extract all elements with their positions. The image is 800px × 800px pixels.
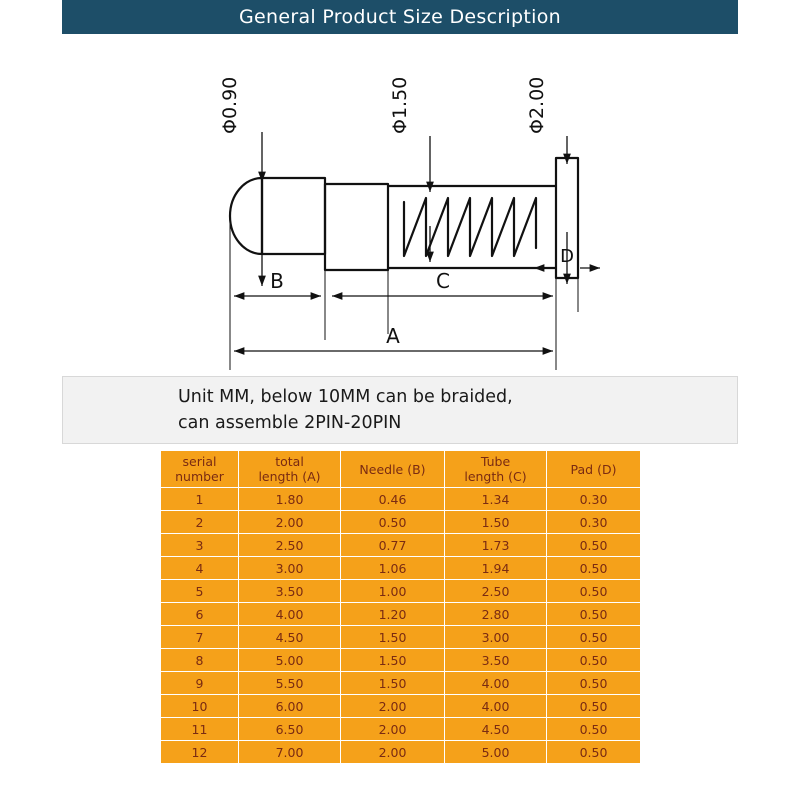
header-line-1: Needle (B)	[359, 461, 426, 477]
cell-needle: 1.06	[341, 557, 445, 580]
dimension-b	[234, 269, 321, 296]
header-line-2: length (A)	[258, 469, 321, 484]
cell-total-length: 2.00	[239, 511, 341, 534]
cell-pad: 0.50	[547, 580, 641, 603]
column-header-needle	[341, 451, 445, 488]
cell-pad: 0.50	[547, 603, 641, 626]
column-header-tube-length	[445, 451, 547, 488]
cell-total-length: 4.50	[239, 626, 341, 649]
note-box	[62, 376, 738, 444]
cell-tube-length: 1.73	[445, 534, 547, 557]
spring-diameter-label: Φ1.50	[389, 76, 411, 134]
cell-serial-number: 9	[161, 672, 239, 695]
cell-total-length: 2.50	[239, 534, 341, 557]
cell-needle: 0.46	[341, 488, 445, 511]
cell-serial-number: 4	[161, 557, 239, 580]
specification-table	[160, 450, 641, 764]
cell-tube-length: 4.00	[445, 672, 547, 695]
table-row	[161, 695, 641, 718]
table-row	[161, 557, 641, 580]
header-line-1: serial	[182, 454, 217, 469]
note-line-2: can assemble 2PIN-20PIN	[178, 413, 402, 433]
cell-serial-number: 2	[161, 511, 239, 534]
dimension-c-label: C	[436, 269, 450, 293]
header-line-1: Pad (D)	[570, 461, 617, 477]
cell-needle: 2.00	[341, 718, 445, 741]
cell-tube-length: 1.94	[445, 557, 547, 580]
cell-total-length: 5.00	[239, 649, 341, 672]
cell-pad: 0.50	[547, 718, 641, 741]
header-line-2: length (C)	[464, 469, 527, 484]
table-row	[161, 741, 641, 764]
cell-pad: 0.50	[547, 649, 641, 672]
dimension-a-label: A	[386, 324, 400, 348]
pad-diameter-label: Φ2.00	[526, 76, 548, 134]
cell-needle: 1.20	[341, 603, 445, 626]
cell-total-length: 3.00	[239, 557, 341, 580]
dimension-d-label: D	[560, 246, 574, 267]
dimension-c	[332, 269, 553, 296]
cell-tube-length: 4.00	[445, 695, 547, 718]
column-header-total-length	[239, 451, 341, 488]
cell-needle: 0.50	[341, 511, 445, 534]
header-line-2: number	[175, 469, 224, 484]
note-line-1: Unit MM, below 10MM can be braided,	[178, 387, 513, 407]
cell-needle: 0.77	[341, 534, 445, 557]
table-header-row	[161, 451, 641, 488]
cell-tube-length: 3.50	[445, 649, 547, 672]
cell-pad: 0.50	[547, 626, 641, 649]
dimension-tip-diameter	[219, 77, 262, 286]
table-row	[161, 534, 641, 557]
cell-pad: 0.50	[547, 534, 641, 557]
table-row	[161, 511, 641, 534]
tip-diameter-label: Φ0.90	[219, 76, 241, 134]
spring-coil	[404, 198, 536, 256]
cell-serial-number: 11	[161, 718, 239, 741]
table-row	[161, 580, 641, 603]
cell-total-length: 3.50	[239, 580, 341, 603]
header-line-1: total	[275, 454, 304, 469]
dimension-spring-diameter	[389, 77, 430, 262]
dimension-b-label: B	[270, 269, 284, 293]
technical-drawing	[0, 34, 800, 370]
cell-pad: 0.50	[547, 557, 641, 580]
dimension-a	[234, 324, 553, 351]
cell-tube-length: 3.00	[445, 626, 547, 649]
cell-total-length: 1.80	[239, 488, 341, 511]
cell-serial-number: 7	[161, 626, 239, 649]
table-row	[161, 718, 641, 741]
cell-pad: 0.50	[547, 695, 641, 718]
table-row	[161, 649, 641, 672]
table-row	[161, 603, 641, 626]
cell-needle: 1.50	[341, 626, 445, 649]
column-header-pad	[547, 451, 641, 488]
cell-needle: 1.00	[341, 580, 445, 603]
cell-total-length: 6.50	[239, 718, 341, 741]
cell-tube-length: 1.50	[445, 511, 547, 534]
cell-pad: 0.50	[547, 672, 641, 695]
cell-serial-number: 8	[161, 649, 239, 672]
cell-tube-length: 4.50	[445, 718, 547, 741]
table-row	[161, 626, 641, 649]
cell-pad: 0.30	[547, 488, 641, 511]
cell-total-length: 7.00	[239, 741, 341, 764]
cell-tube-length: 2.80	[445, 603, 547, 626]
cell-serial-number: 6	[161, 603, 239, 626]
cell-needle: 2.00	[341, 741, 445, 764]
cell-pad: 0.30	[547, 511, 641, 534]
cell-total-length: 6.00	[239, 695, 341, 718]
column-header-serial-number	[161, 451, 239, 488]
dimension-d	[534, 246, 600, 268]
cell-total-length: 4.00	[239, 603, 341, 626]
table-row	[161, 672, 641, 695]
cell-tube-length: 1.34	[445, 488, 547, 511]
cell-tube-length: 2.50	[445, 580, 547, 603]
cell-tube-length: 5.00	[445, 741, 547, 764]
page-title: General Product Size Description	[239, 6, 561, 28]
cell-needle: 1.50	[341, 672, 445, 695]
cell-needle: 2.00	[341, 695, 445, 718]
cell-serial-number: 3	[161, 534, 239, 557]
cell-needle: 1.50	[341, 649, 445, 672]
cell-serial-number: 5	[161, 580, 239, 603]
cell-pad: 0.50	[547, 741, 641, 764]
table-row	[161, 488, 641, 511]
header-banner	[62, 0, 738, 34]
cell-total-length: 5.50	[239, 672, 341, 695]
table-body	[161, 488, 641, 764]
cell-serial-number: 1	[161, 488, 239, 511]
cell-serial-number: 10	[161, 695, 239, 718]
cell-serial-number: 12	[161, 741, 239, 764]
header-line-1: Tube	[480, 454, 511, 469]
